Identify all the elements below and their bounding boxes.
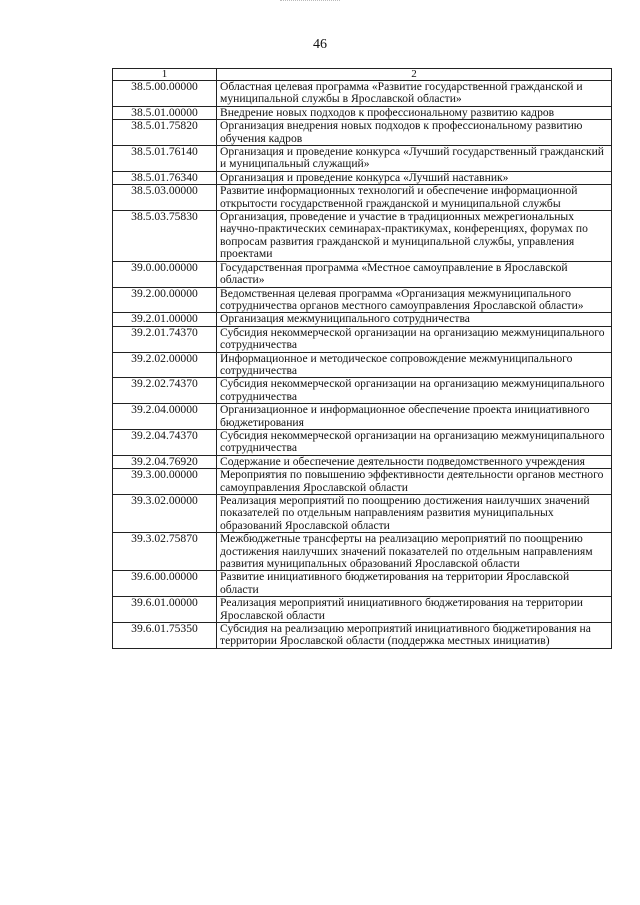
table-row	[113, 378, 612, 404]
row-code: 38.5.01.76340	[113, 171, 217, 184]
row-name: Субсидия некоммерческой организации на организацию межмуниципального сотрудничества	[217, 326, 612, 352]
table-row	[113, 404, 612, 430]
budget-classification-table	[112, 68, 612, 649]
table-row	[113, 495, 612, 533]
row-code: 39.2.04.00000	[113, 404, 217, 430]
row-name: Реализация мероприятий по поощрению достижения наилучших значений показателей по отдельным направлениям развития муниципальных образований Ярославской области	[217, 495, 612, 533]
row-name: Организация и проведение конкурса «Лучший государственный гражданский и муниципальный служащий»	[217, 146, 612, 172]
table-row	[113, 120, 612, 146]
table-row	[113, 533, 612, 571]
row-code: 39.3.02.75870	[113, 533, 217, 571]
column-header-name: 2	[217, 69, 612, 81]
table-row	[113, 211, 612, 262]
row-name: Мероприятия по повышению эффективности деятельности органов местного самоуправления Ярославской области	[217, 469, 612, 495]
table-row	[113, 597, 612, 623]
table-row	[113, 146, 612, 172]
table-row	[113, 623, 612, 649]
table-row	[113, 469, 612, 495]
row-code: 39.2.00.00000	[113, 287, 217, 313]
table-row	[113, 326, 612, 352]
row-code: 39.2.01.74370	[113, 326, 217, 352]
row-code: 38.5.03.75830	[113, 211, 217, 262]
row-code: 39.2.02.74370	[113, 378, 217, 404]
table-row	[113, 261, 612, 287]
row-code: 38.5.00.00000	[113, 81, 217, 107]
table-row	[113, 106, 612, 119]
row-name: Организационное и информационное обеспечение проекта инициативного бюджетирования	[217, 404, 612, 430]
table-row	[113, 455, 612, 468]
table-row	[113, 571, 612, 597]
table-row	[113, 429, 612, 455]
row-name: Организация, проведение и участие в традиционных межрегиональных научно-практических семинарах-практикумах, конференциях, форумах по вопросам развития гражданской и муниципальной службы, управления проектами	[217, 211, 612, 262]
row-name: Государственная программа «Местное самоуправление в Ярославской области»	[217, 261, 612, 287]
row-code: 39.3.02.00000	[113, 495, 217, 533]
row-name: Внедрение новых подходов к профессиональному развитию кадров	[217, 106, 612, 119]
table-row	[113, 352, 612, 378]
row-code: 39.6.01.75350	[113, 623, 217, 649]
row-code: 39.6.01.00000	[113, 597, 217, 623]
row-name: Информационное и методическое сопровождение межмуниципального сотрудничества	[217, 352, 612, 378]
row-name: Организация и проведение конкурса «Лучший наставник»	[217, 171, 612, 184]
row-code: 39.0.00.00000	[113, 261, 217, 287]
row-code: 39.3.00.00000	[113, 469, 217, 495]
table-header-row	[113, 69, 612, 81]
row-name: Организация внедрения новых подходов к профессиональному развитию обучения кадров	[217, 120, 612, 146]
row-code: 38.5.03.00000	[113, 185, 217, 211]
row-name: Ведомственная целевая программа «Организация межмуниципального сотрудничества органов местного самоуправления Ярославской области»	[217, 287, 612, 313]
row-name: Субсидия некоммерческой организации на организацию межмуниципального сотрудничества	[217, 378, 612, 404]
row-name: Развитие информационных технологий и обеспечение информационной открытости государственной гражданской и муниципальной службы	[217, 185, 612, 211]
row-code: 38.5.01.00000	[113, 106, 217, 119]
row-name: Субсидия некоммерческой организации на организацию межмуниципального сотрудничества	[217, 429, 612, 455]
table-row	[113, 287, 612, 313]
row-code: 39.2.01.00000	[113, 313, 217, 326]
row-name: Организация межмуниципального сотрудничества	[217, 313, 612, 326]
table-row	[113, 81, 612, 107]
row-name: Межбюджетные трансферты на реализацию мероприятий по поощрению достижения наилучших значений показателей по отдельным направлениям развития муниципальных образований Ярославской области	[217, 533, 612, 571]
row-name: Развитие инициативного бюджетирования на территории Ярославской области	[217, 571, 612, 597]
table-row	[113, 171, 612, 184]
row-name: Областная целевая программа «Развитие государственной гражданской и муниципальной службы в Ярославской области»	[217, 81, 612, 107]
row-code: 38.5.01.75820	[113, 120, 217, 146]
row-code: 39.2.02.00000	[113, 352, 217, 378]
scan-artifact	[280, 0, 340, 5]
table-row	[113, 313, 612, 326]
table-row	[113, 185, 612, 211]
row-code: 39.2.04.76920	[113, 455, 217, 468]
page-number: 46	[313, 37, 327, 52]
table-body	[113, 81, 612, 649]
row-code: 38.5.01.76140	[113, 146, 217, 172]
column-header-code: 1	[113, 69, 217, 81]
row-code: 39.2.04.74370	[113, 429, 217, 455]
row-name: Субсидия на реализацию мероприятий инициативного бюджетирования на территории Ярославской области (поддержка местных инициатив)	[217, 623, 612, 649]
row-code: 39.6.00.00000	[113, 571, 217, 597]
row-name: Содержание и обеспечение деятельности подведомственного учреждения	[217, 455, 612, 468]
row-name: Реализация мероприятий инициативного бюджетирования на территории Ярославской области	[217, 597, 612, 623]
